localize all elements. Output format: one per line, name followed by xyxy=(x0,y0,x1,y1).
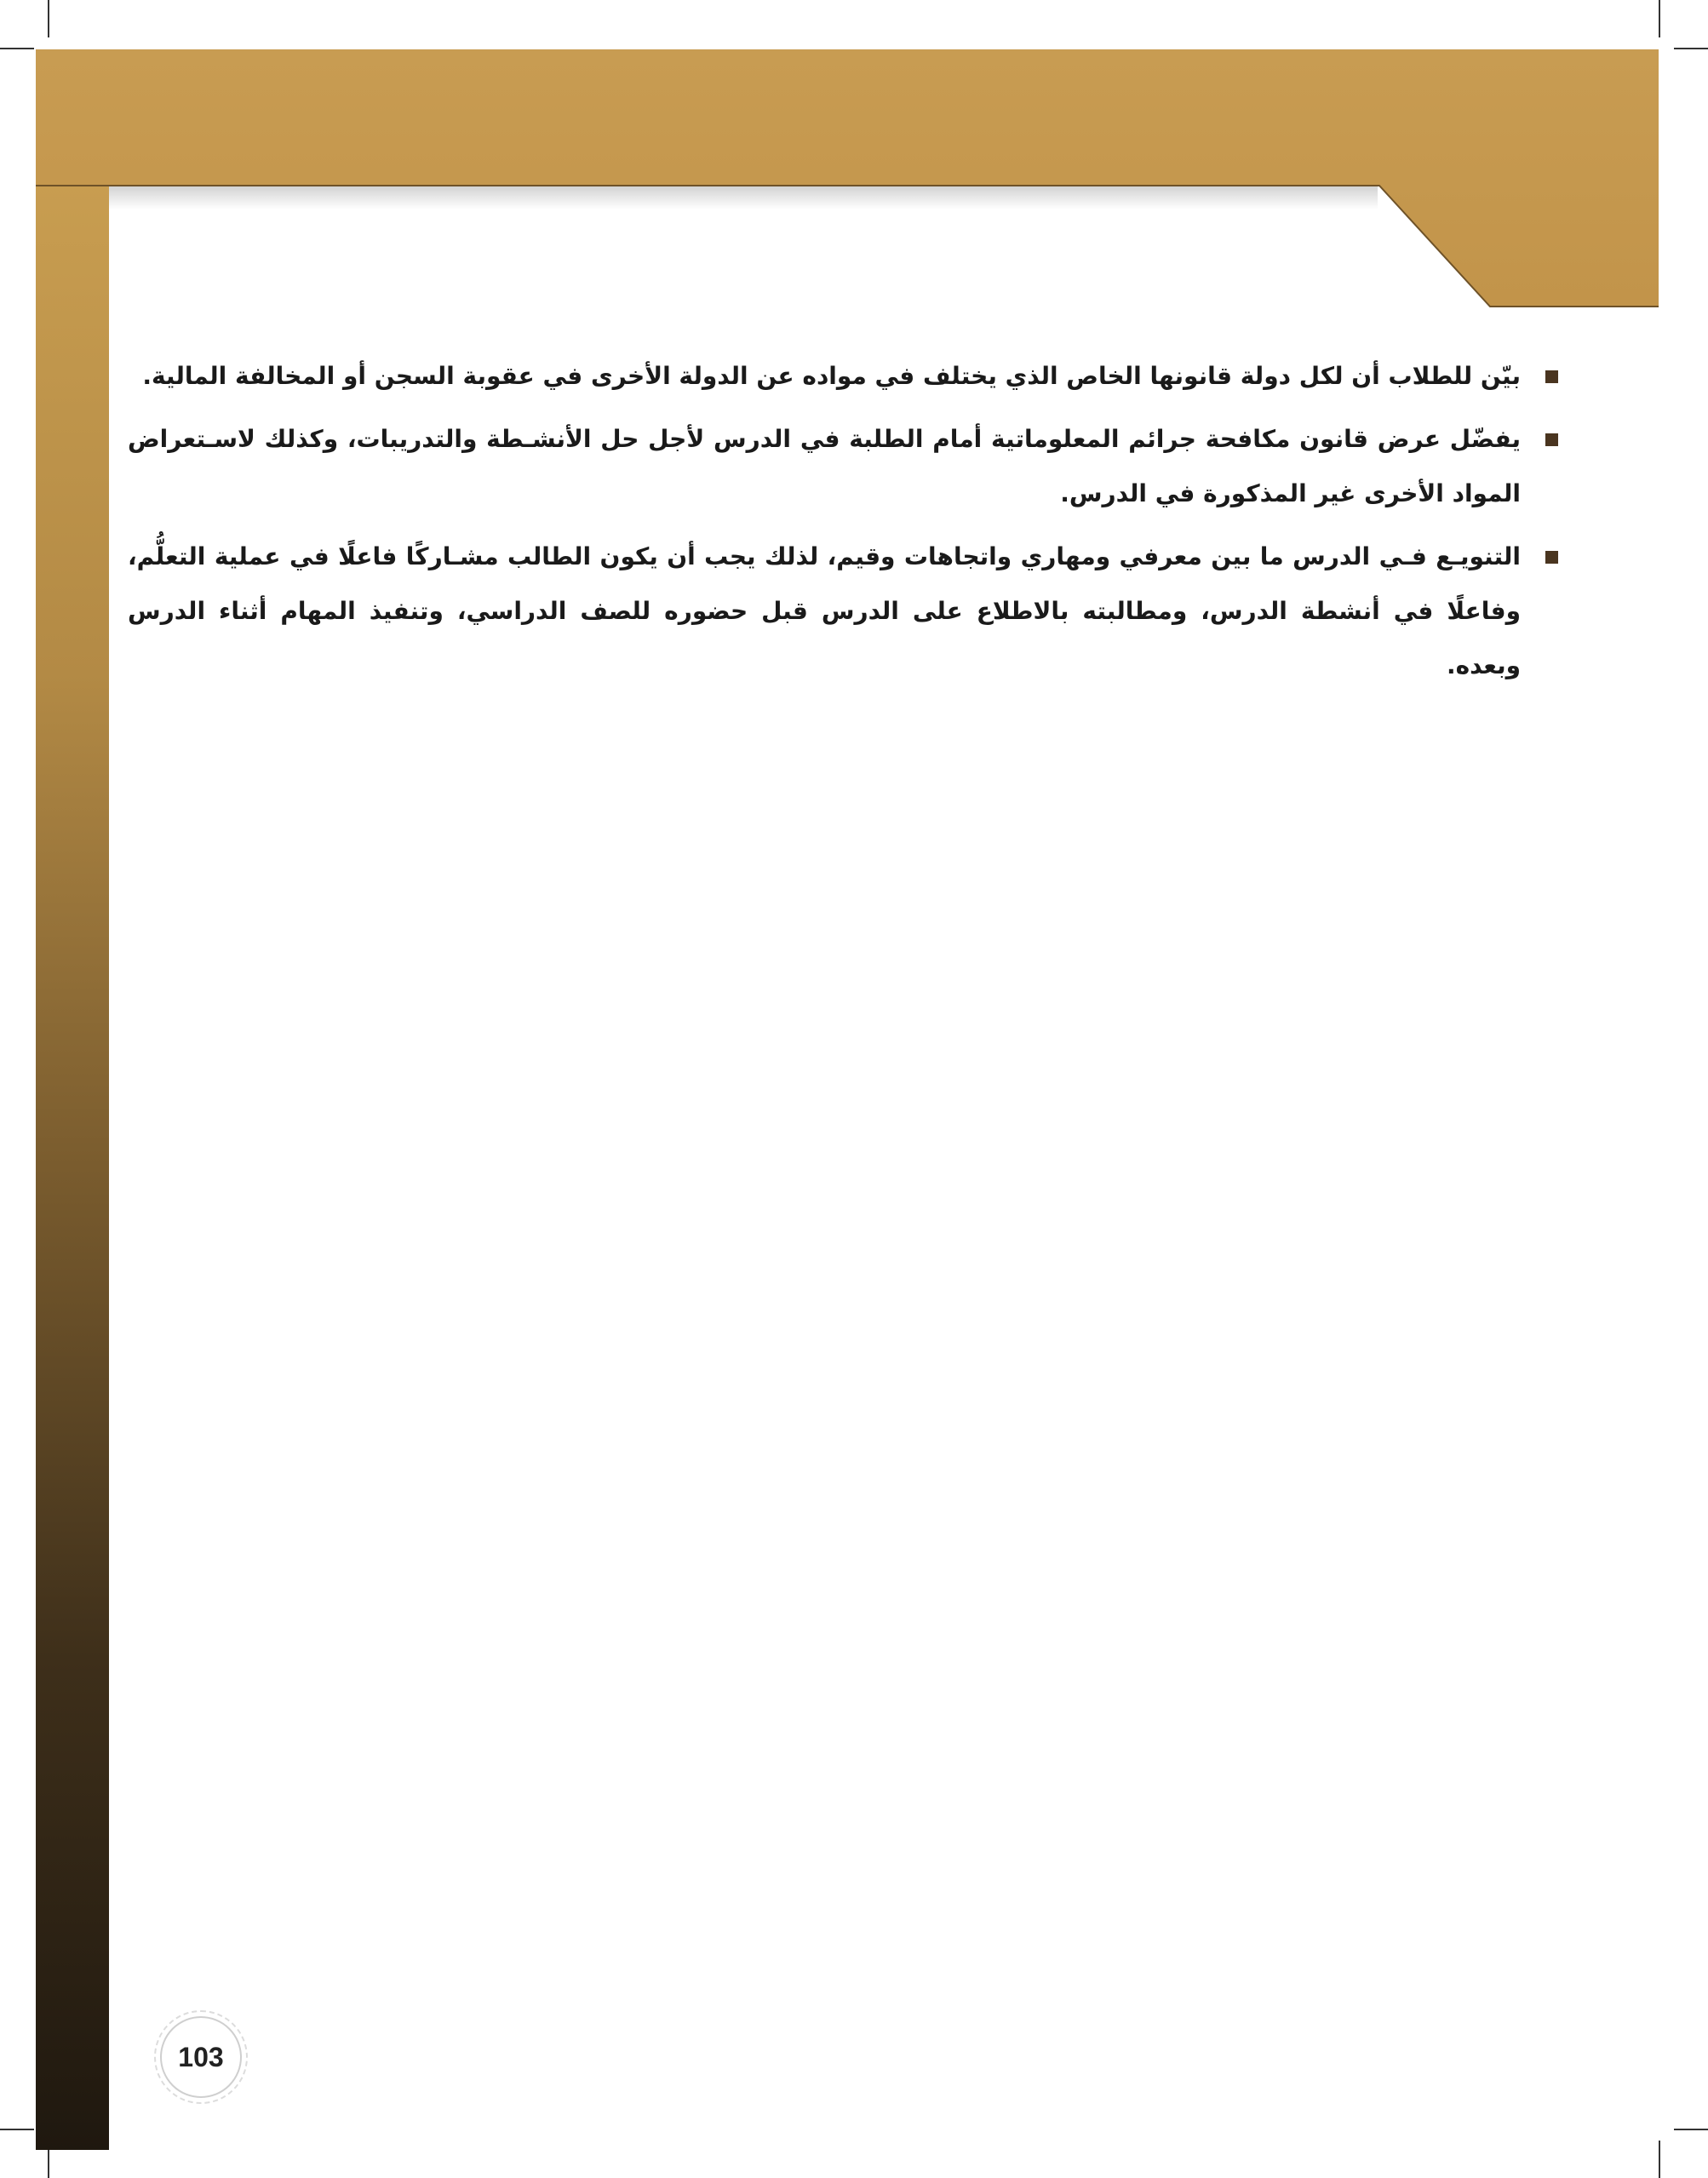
crop-mark-bottom-right-h xyxy=(1674,2129,1708,2130)
square-bullet-icon xyxy=(1545,433,1558,446)
main-content xyxy=(128,349,1558,702)
bullet-item xyxy=(128,530,1558,693)
bullet-text: يفضّل عرض قانون مكافحة جرائم المعلوماتية أمام الطلبة في الدرس لأجل حل الأنشـطة والتدريبات، وكذلك لاسـتعراض المواد الأخرى غير المذكورة في الدرس. xyxy=(128,425,1521,507)
bullet-text: التنويـع فـي الدرس ما بين معرفي ومهاري واتجاهات وقيم، لذلك يجب أن يكون الطالب مشـاركًا فاعلًا في عملية التعلُّم، وفاعلًا في أنشطة الدرس، ومطالبته بالاطلاع على الدرس قبل حضوره للصف الدراسي، وتنفيذ المهام أثناء الدرس وبعده. xyxy=(128,542,1521,679)
decorative-sidebar xyxy=(36,183,109,2150)
square-bullet-icon xyxy=(1545,370,1558,383)
bullet-text: بيّن للطلاب أن لكل دولة قانونها الخاص الذي يختلف في مواده عن الدولة الأخرى في عقوبة السجن أو المخالفة المالية. xyxy=(142,362,1521,390)
crop-mark-bottom-left-h xyxy=(0,2129,34,2130)
header-shape xyxy=(36,49,1659,307)
page-number-badge xyxy=(160,2016,242,2098)
page-number: 103 xyxy=(178,2041,224,2072)
header-band xyxy=(0,0,1708,324)
header-shadow xyxy=(109,186,1378,209)
bullet-item xyxy=(128,349,1558,404)
bullet-list xyxy=(128,349,1558,693)
crop-mark-bottom-right-v xyxy=(1659,2141,1660,2178)
bullet-item xyxy=(128,412,1558,521)
square-bullet-icon xyxy=(1545,551,1558,564)
